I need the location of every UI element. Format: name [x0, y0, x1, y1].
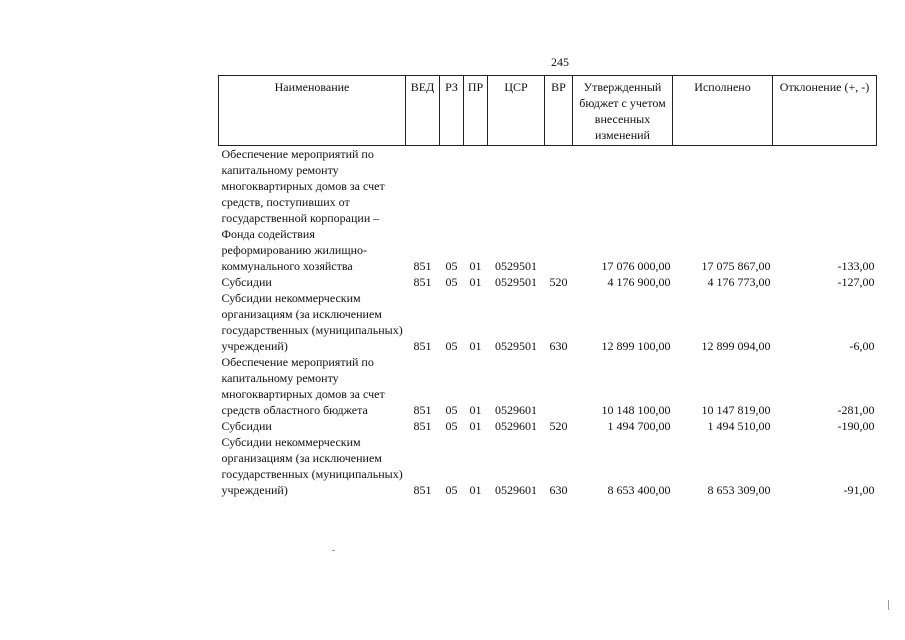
- header-deviation: Отклонение (+, -): [773, 76, 877, 146]
- row-deviation: -190,00: [837, 419, 875, 433]
- header-csr: ЦСР: [488, 76, 545, 146]
- row-csr: 0529601: [495, 403, 537, 417]
- row-pr: 01: [469, 259, 482, 273]
- row-csr: 0529601: [495, 419, 537, 433]
- header-rz: РЗ: [440, 76, 464, 146]
- row-vr: 520: [549, 419, 568, 433]
- table-row: [219, 146, 877, 275]
- row-name: Субсидии: [221, 275, 272, 289]
- budget-table: [218, 75, 877, 498]
- row-name: Субсидии некоммерческим организациям (за исключением государственных (муниципальных) учреждений): [221, 291, 403, 353]
- row-vr: [545, 146, 573, 275]
- row-vr: 630: [549, 483, 568, 497]
- row-ved: 851: [413, 419, 432, 433]
- row-name: Обеспечение мероприятий по капитальному ремонту многоквартирных домов за счет средств областного бюджета: [221, 355, 385, 417]
- row-pr: 01: [469, 483, 482, 497]
- row-approved: 10 148 100,00: [601, 403, 671, 417]
- header-pr: ПР: [464, 76, 488, 146]
- row-rz: 05: [445, 275, 458, 289]
- row-pr: 01: [469, 275, 482, 289]
- row-ved: 851: [413, 339, 432, 353]
- table-row: [219, 354, 877, 418]
- table-header-row: [219, 76, 877, 146]
- row-vr: 520: [549, 275, 568, 289]
- row-executed: 10 147 819,00: [701, 403, 771, 417]
- row-vr: 630: [549, 339, 568, 353]
- row-csr: 0529501: [495, 275, 537, 289]
- row-executed: 8 653 309,00: [707, 483, 771, 497]
- row-rz: 05: [445, 483, 458, 497]
- header-vr: ВР: [545, 76, 573, 146]
- row-executed: 17 075 867,00: [701, 259, 771, 273]
- header-executed: Исполнено: [673, 76, 773, 146]
- row-ved: 851: [413, 403, 432, 417]
- row-approved: 17 076 000,00: [601, 259, 671, 273]
- header-name: Наименование: [219, 76, 406, 146]
- row-deviation: -91,00: [843, 483, 875, 497]
- row-csr: 0529501: [495, 339, 537, 353]
- row-approved: 12 899 100,00: [601, 339, 671, 353]
- row-ved: 851: [413, 259, 432, 273]
- scan-mark: [332, 550, 335, 551]
- row-executed: 12 899 094,00: [701, 339, 771, 353]
- row-deviation: -281,00: [837, 403, 875, 417]
- row-pr: 01: [469, 339, 482, 353]
- row-name: Субсидии некоммерческим организациям (за исключением государственных (муниципальных) учреждений): [221, 435, 403, 497]
- row-rz: 05: [445, 403, 458, 417]
- row-name: Субсидии: [221, 419, 272, 433]
- row-rz: 05: [445, 339, 458, 353]
- table-row: [219, 290, 877, 354]
- row-ved: 851: [413, 483, 432, 497]
- table-row: [219, 274, 877, 290]
- row-csr: 0529501: [495, 259, 537, 273]
- row-executed: 1 494 510,00: [707, 419, 771, 433]
- row-name: Обеспечение мероприятий по капитальному ремонту многоквартирных домов за счет средств, поступивших от государственной корпорации – Фонда содействия реформированию жилищно-коммунального хозяйства: [221, 147, 385, 273]
- table-row: [219, 418, 877, 434]
- row-ved: 851: [413, 275, 432, 289]
- row-rz: 05: [445, 259, 458, 273]
- row-approved: 8 653 400,00: [607, 483, 671, 497]
- row-csr: 0529601: [495, 483, 537, 497]
- row-approved: 1 494 700,00: [607, 419, 671, 433]
- row-vr: [545, 354, 573, 418]
- row-deviation: -6,00: [849, 339, 875, 353]
- scan-mark: [888, 600, 889, 610]
- row-deviation: -133,00: [837, 259, 875, 273]
- row-deviation: -127,00: [837, 275, 875, 289]
- page-number: 245: [551, 55, 569, 69]
- header-approved: Утвержденный бюджет с учетом внесенных изменений: [573, 76, 673, 146]
- row-approved: 4 176 900,00: [607, 275, 671, 289]
- row-executed: 4 176 773,00: [707, 275, 771, 289]
- header-ved: ВЕД: [406, 76, 440, 146]
- row-pr: 01: [469, 419, 482, 433]
- row-rz: 05: [445, 419, 458, 433]
- row-pr: 01: [469, 403, 482, 417]
- table-row: [219, 434, 877, 498]
